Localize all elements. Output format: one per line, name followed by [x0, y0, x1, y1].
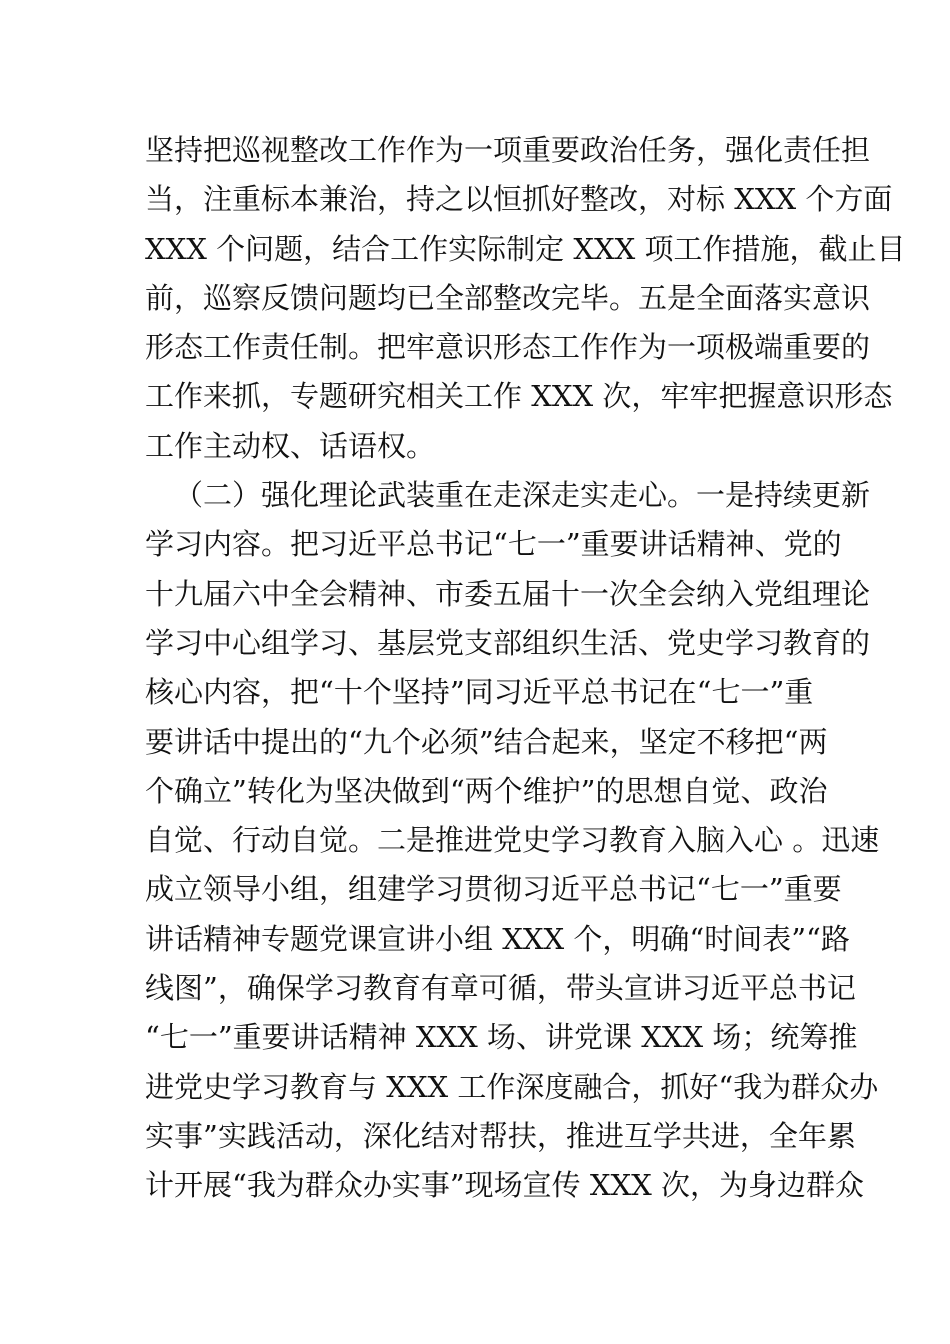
text-line: 成立领导小组，组建学习贯彻习近平总书记“七一”重要 — [145, 872, 842, 907]
text-line: “七一”重要讲话精神 XXX 场、讲党课 XXX 场；统筹推 — [145, 1020, 858, 1055]
text-line: XXX 个问题，结合工作实际制定 XXX 项工作措施，截止目 — [145, 231, 906, 266]
text-line: 坚持把巡视整改工作作为一项重要政治任务，强化责任担 — [145, 133, 871, 167]
text-line: 要讲话中提出的“九个必须”结合起来，坚定不移把“两 — [145, 724, 828, 759]
text-line: 学习内容。把习近平总书记“七一”重要讲话精神、党的 — [145, 527, 842, 562]
text-line: 线图”，确保学习教育有章可循，带头宣讲习近平总书记 — [145, 971, 856, 1006]
text-line: 讲话精神专题党课宣讲小组 XXX 个，明确“时间表”“路 — [145, 921, 850, 956]
text-line: 进党史学习教育与 XXX 工作深度融合，抓好“我为群众办 — [145, 1069, 879, 1104]
text-line: 个确立”转化为坚决做到“两个维护”的思想自觉、政治 — [145, 773, 828, 808]
text-line: 当，注重标本兼治，持之以恒抓好整改，对标 XXX 个方面 — [145, 182, 893, 217]
text-line: 工作主动权、话语权。 — [145, 428, 436, 463]
text-line: 计开展“我为群众办实事”现场宣传 XXX 次，为身边群众 — [145, 1168, 865, 1203]
text-line: 核心内容，把“十个坚持”同习近平总书记在“七一”重 — [145, 675, 814, 710]
section-heading-line: （二）强化理论武装重在走深走实走心。一是持续更新 — [174, 478, 871, 513]
text-line: 学习中心组学习、基层党支部组织生活、党史学习教育的 — [145, 625, 871, 660]
text-line: 前，巡察反馈问题均已全部整改完毕。五是全面落实意识 — [145, 280, 871, 315]
text-line: 十九届六中全会精神、市委五届十一次全会纳入党组理论 — [145, 576, 871, 611]
text-line: 自觉、行动自觉。二是推进党史学习教育入脑入心 。迅速 — [145, 823, 880, 858]
text-line: 工作来抓，专题研究相关工作 XXX 次，牢牢把握意识形态 — [145, 379, 893, 414]
text-line: 实事”实践活动，深化结对帮扶，推进互学共进，全年累 — [145, 1118, 856, 1153]
text-line: 形态工作责任制。把牢意识形态工作作为一项极端重要的 — [145, 330, 871, 365]
body-text — [145, 126, 906, 1211]
